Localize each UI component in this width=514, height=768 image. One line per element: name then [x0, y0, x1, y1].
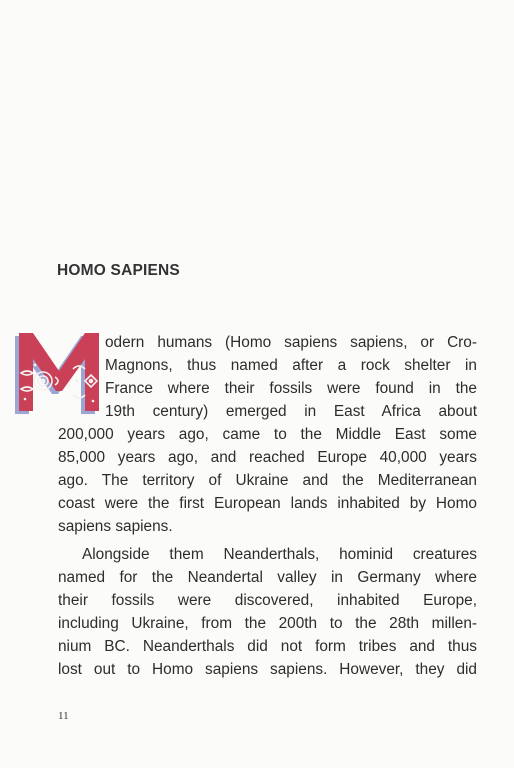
page-number: 11	[58, 710, 69, 722]
drop-cap-m-icon	[13, 329, 101, 416]
paragraph-1-line-3: France where their fossils were found in the	[105, 380, 477, 397]
paragraph-1-line-4: 19th century) emerged in East Africa about	[105, 403, 477, 420]
paragraph-1-line-5: 200,000 years ago, came to the Middle East some	[58, 426, 477, 443]
paragraph-2-line-6: lost out to Homo sapiens sapiens. However, they did	[58, 661, 477, 678]
paragraph-1-line-6: 85,000 years ago, and reached Europe 40,000 years	[58, 449, 477, 466]
paragraph-1-line-9: sapiens sapiens.	[58, 518, 173, 535]
paragraph-2-line-5: nium BC. Neanderthals did not form tribes and thus	[58, 638, 477, 655]
paragraph-2-line-4: including Ukraine, from the 200th to the 28th millen-	[58, 615, 477, 632]
section-heading: HOMO SAPIENS	[57, 262, 180, 279]
paragraph-1-line-1: odern humans (Homo sapiens sapiens, or Cro-	[105, 334, 477, 351]
paragraph-1-line-2: Magnons, thus named after a rock shelter in	[105, 357, 477, 374]
paragraph-1-line-8: coast were the first European lands inhabited by Homo	[58, 495, 477, 512]
paragraph-2-line-3: their fossils were discovered, inhabited Europe,	[58, 592, 477, 609]
paragraph-2-line-1: Alongside them Neanderthals, hominid creatures	[82, 546, 477, 563]
paragraph-1-line-7: ago. The territory of Ukraine and the Mediterranean	[58, 472, 477, 489]
paragraph-2-line-2: named for the Neandertal valley in Germany where	[58, 569, 477, 586]
